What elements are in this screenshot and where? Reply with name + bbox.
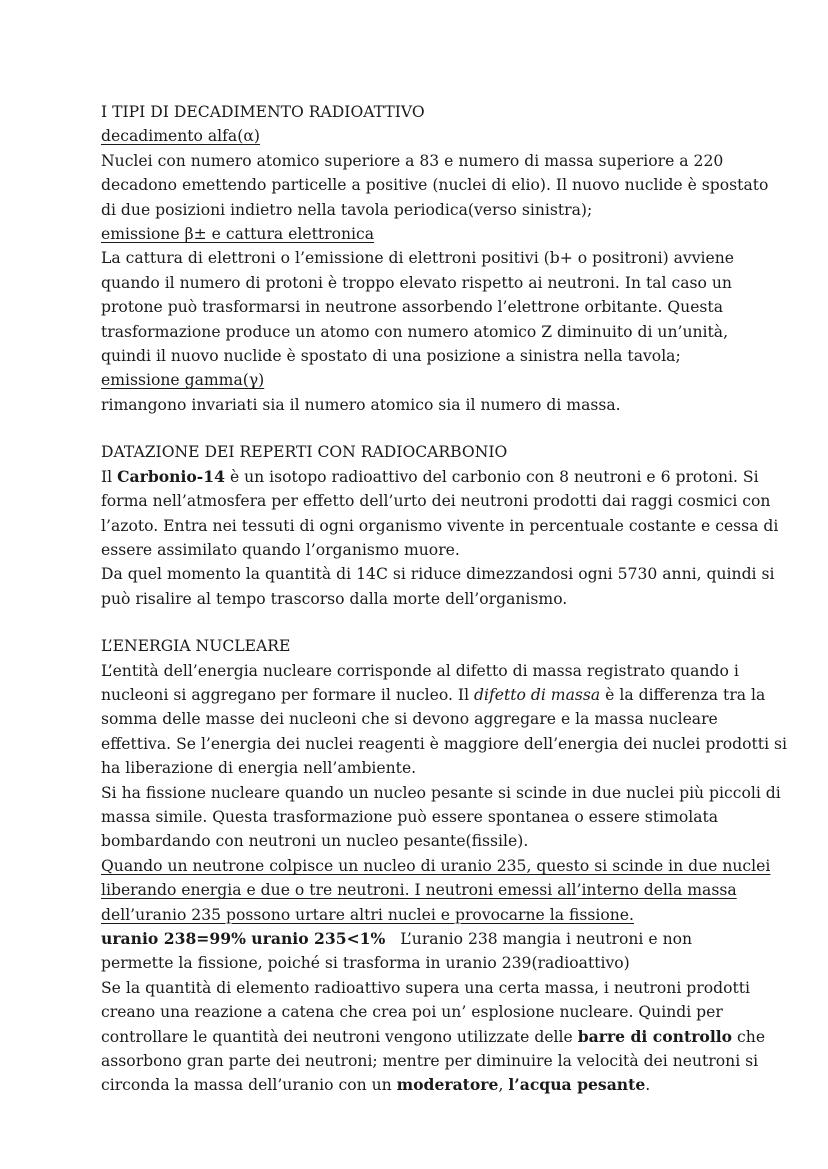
energy-line-1: L’entità dell’energia nucleare corrisponde al difetto di massa registrato quando i	[101, 661, 739, 680]
energy-line-5: ha liberazione di energia nell’ambiente.	[101, 759, 417, 778]
alpha-heading: decadimento alfa(α)	[101, 127, 260, 146]
gamma-heading: emissione gamma(γ)	[101, 371, 265, 390]
moderator-line: circonda la massa dell’uranio con un moderatore, l’acqua pesante.	[101, 1075, 651, 1095]
dating-line-4: essere assimilato quando l’organismo muore.	[101, 540, 460, 559]
control-rods-term: barre di controllo	[577, 1026, 733, 1046]
energy-line-8: bombardando con neutroni un nucleo pesante(fissile).	[101, 832, 529, 851]
section-title-dating: DATAZIONE DEI REPERTI CON RADIOCARBONIO	[101, 443, 508, 462]
uranium-percentages: uranio 238=99% uranio 235<1%	[101, 929, 386, 948]
carbon14-term: Carbonio-14	[117, 466, 225, 486]
section-title-energy: L’ENERGIA NUCLEARE	[101, 637, 291, 656]
dating-line-3: l’azoto. Entra nei tessuti di ogni organismo vivente in percentuale costante e cessa di	[101, 516, 779, 535]
energy-line-9: permette la fissione, poiché si trasforma in uranio 239(radioattivo)	[101, 954, 630, 973]
energy-line-4: effettiva. Se l’energia dei nuclei reagenti è maggiore dell’energia dei nuclei prodotti si	[101, 734, 788, 753]
alpha-symbol: α	[243, 127, 254, 146]
section-title-decay: I TIPI DI DECADIMENTO RADIOATTIVO	[101, 103, 425, 121]
energy-line-3: somma delle masse dei nucleoni che si devono aggregare e la massa nucleare	[101, 710, 718, 729]
beta-line-5: quindi il nuovo nuclide è spostato di una posizione a sinistra nella tavola;	[101, 347, 681, 366]
fission-underlined-1: Quando un neutrone colpisce un nucleo di uranio 235, questo si scinde in due nuclei	[101, 856, 771, 875]
absorb-line: assorbono gran parte dei neutroni; mentre per diminuire la velocità dei neutroni si	[101, 1052, 759, 1071]
beta-line-2: quando il numero di protoni è troppo elevato rispetto ai neutroni. In tal caso un	[101, 273, 732, 292]
energy-line-2: nucleoni si aggregano per formare il nucleo. Il difetto di massa è la differenza tra la	[101, 685, 766, 704]
fission-underlined-2: liberando energia e due o tre neutroni. I neutroni emessi all’interno della massa	[101, 881, 737, 900]
energy-line-10: Se la quantità di elemento radioattivo supera una certa massa, i neutroni prodotti	[101, 978, 750, 997]
dating-line-6: può risalire al tempo trascorso dalla morte dell’organismo.	[101, 589, 568, 608]
beta-line-1: La cattura di elettroni o l’emissione di elettroni positivi (b+ o positroni) avviene	[101, 249, 735, 268]
gamma-line: rimangono invariati sia il numero atomico sia il numero di massa.	[101, 395, 621, 414]
beta-line-4: trasformazione produce un atomo con numero atomico Z diminuito di un’unità,	[101, 322, 729, 341]
heavy-water-term: l’acqua pesante	[508, 1075, 646, 1095]
alpha-line-1: Nuclei con numero atomico superiore a 83 e numero di massa superiore a 220	[101, 151, 724, 170]
dating-line-1: Il Carbonio-14 è un isotopo radioattivo del carbonio con 8 neutroni e 6 protoni. Si	[101, 466, 759, 486]
alpha-line-3: di due posizioni indietro nella tavola periodica(verso sinistra);	[101, 200, 593, 219]
dating-line-5: Da quel momento la quantità di 14C si riduce dimezzandosi ogni 5730 anni, quindi si	[101, 565, 775, 584]
beta-heading: emissione β± e cattura elettronica	[101, 225, 375, 244]
energy-line-11: creano una reazione a catena che crea poi un’ esplosione nucleare. Quindi per	[101, 1003, 723, 1022]
fission-underlined-3: dell’uranio 235 possono urtare altri nuclei e provocarne la fissione.	[101, 905, 634, 924]
beta-line-3: protone può trasformarsi in neutrone assorbendo l’elettrone orbitante. Questa	[101, 298, 723, 317]
control-line: controllare le quantità dei neutroni vengono utilizzate delle barre di controllo che	[101, 1026, 766, 1046]
energy-line-7: massa simile. Questa trasformazione può essere spontanea o essere stimolata	[101, 807, 719, 826]
uranium-line: uranio 238=99% uranio 235<1% L’uranio 238 mangia i neutroni e non	[101, 929, 693, 948]
mass-defect-term: difetto di massa	[474, 685, 601, 704]
alpha-line-2: decadono emettendo particelle a positive (nuclei di elio). Il nuovo nuclide è spostato	[101, 176, 769, 195]
dating-line-2: forma nell’atmosfera per effetto dell’urto dei neutroni prodotti dai raggi cosmici con	[101, 492, 771, 511]
energy-line-6: Si ha fissione nucleare quando un nucleo pesante si scinde in due nuclei più piccoli di	[101, 783, 781, 802]
moderator-term: moderatore	[396, 1075, 499, 1095]
document-page	[101, 100, 788, 1098]
